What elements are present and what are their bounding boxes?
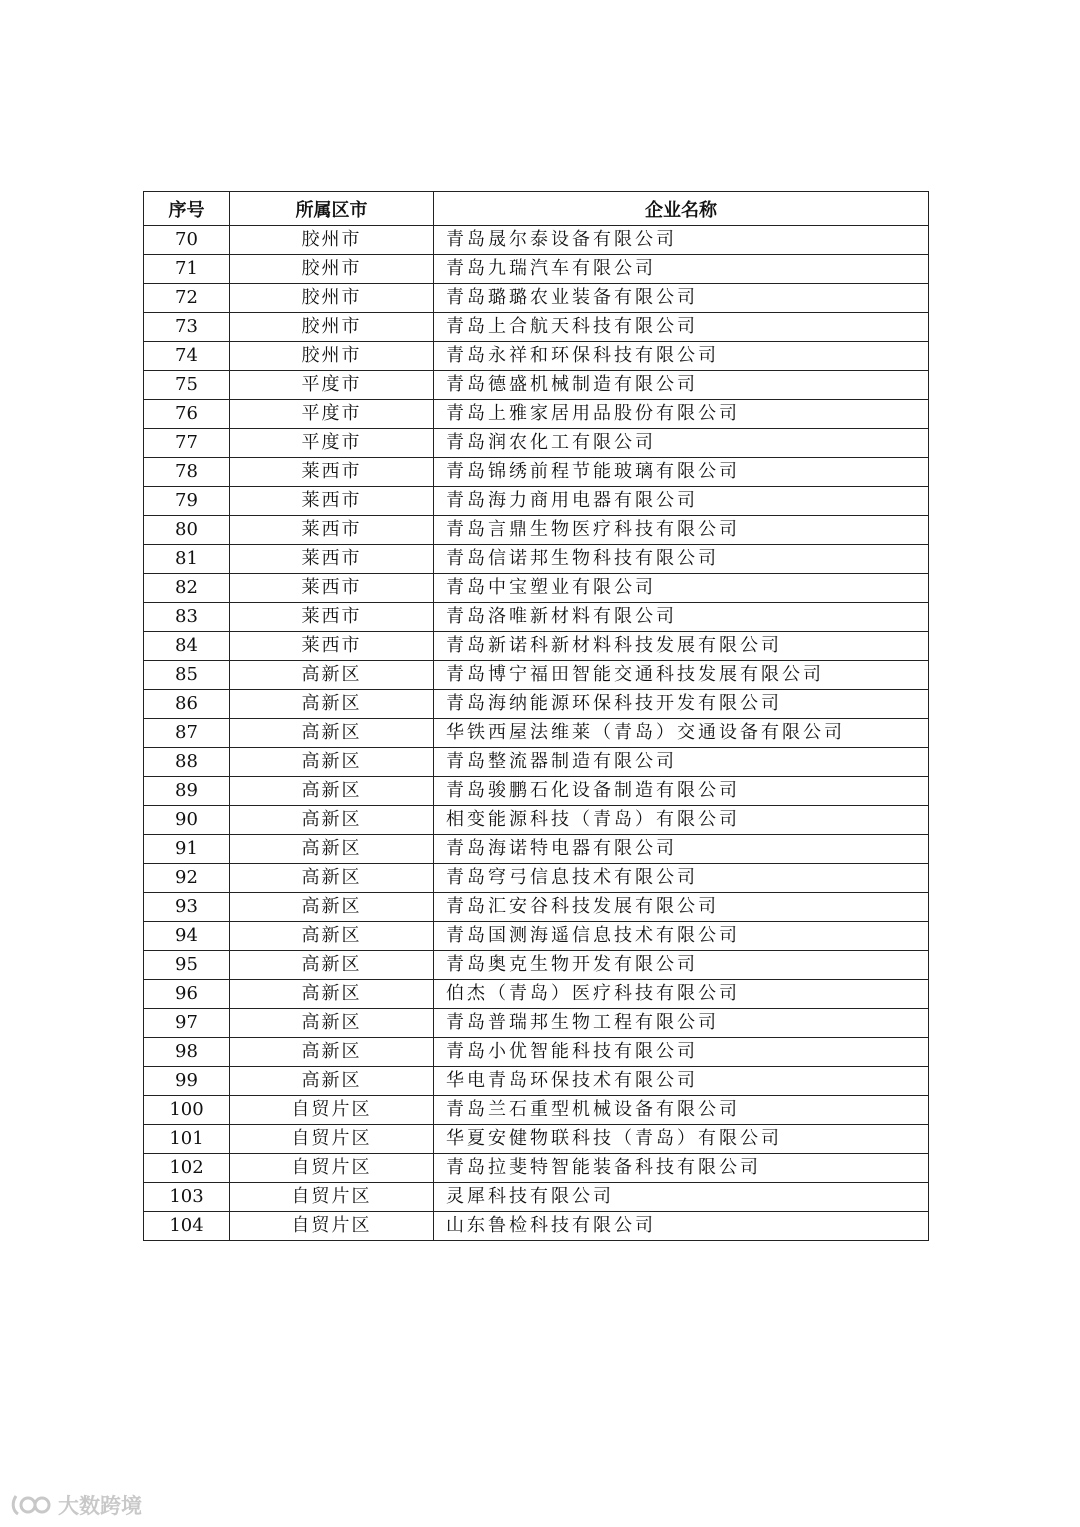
table-row bbox=[144, 632, 929, 661]
table-row bbox=[144, 661, 929, 690]
cell-district: 高新区 bbox=[230, 835, 434, 864]
cell-no: 102 bbox=[144, 1154, 230, 1183]
cell-no: 81 bbox=[144, 545, 230, 574]
cell-company: 青岛普瑞邦生物工程有限公司 bbox=[434, 1009, 929, 1038]
table-row bbox=[144, 603, 929, 632]
cell-no: 99 bbox=[144, 1067, 230, 1096]
cell-district: 胶州市 bbox=[230, 284, 434, 313]
table-row bbox=[144, 429, 929, 458]
cell-no: 75 bbox=[144, 371, 230, 400]
table-row bbox=[144, 690, 929, 719]
cell-company: 青岛上雅家居用品股份有限公司 bbox=[434, 400, 929, 429]
cell-district: 自贸片区 bbox=[230, 1125, 434, 1154]
watermark bbox=[10, 1490, 142, 1520]
cell-district: 高新区 bbox=[230, 748, 434, 777]
cell-company: 青岛上合航天科技有限公司 bbox=[434, 313, 929, 342]
cell-no: 79 bbox=[144, 487, 230, 516]
cell-no: 80 bbox=[144, 516, 230, 545]
cell-no: 76 bbox=[144, 400, 230, 429]
cell-company: 青岛九瑞汽车有限公司 bbox=[434, 255, 929, 284]
table-row bbox=[144, 951, 929, 980]
table-row bbox=[144, 893, 929, 922]
table-row bbox=[144, 255, 929, 284]
cell-company: 青岛国测海遥信息技术有限公司 bbox=[434, 922, 929, 951]
cell-company: 青岛润农化工有限公司 bbox=[434, 429, 929, 458]
cell-district: 高新区 bbox=[230, 777, 434, 806]
cell-company: 青岛骏鹏石化设备制造有限公司 bbox=[434, 777, 929, 806]
table-row bbox=[144, 719, 929, 748]
table-row bbox=[144, 284, 929, 313]
cell-company: 青岛中宝塑业有限公司 bbox=[434, 574, 929, 603]
table-row bbox=[144, 313, 929, 342]
table-row bbox=[144, 1067, 929, 1096]
cell-no: 92 bbox=[144, 864, 230, 893]
cell-no: 103 bbox=[144, 1183, 230, 1212]
table-body bbox=[144, 226, 929, 1241]
cell-district: 胶州市 bbox=[230, 313, 434, 342]
cell-no: 101 bbox=[144, 1125, 230, 1154]
table-row bbox=[144, 1125, 929, 1154]
cell-district: 高新区 bbox=[230, 893, 434, 922]
cell-district: 高新区 bbox=[230, 1009, 434, 1038]
cell-company: 青岛海纳能源环保科技开发有限公司 bbox=[434, 690, 929, 719]
cell-district: 高新区 bbox=[230, 922, 434, 951]
cell-district: 高新区 bbox=[230, 980, 434, 1009]
cell-district: 莱西市 bbox=[230, 545, 434, 574]
cell-district: 高新区 bbox=[230, 806, 434, 835]
cell-district: 平度市 bbox=[230, 429, 434, 458]
table-row bbox=[144, 1038, 929, 1067]
table-row bbox=[144, 1212, 929, 1241]
cell-district: 莱西市 bbox=[230, 458, 434, 487]
header-no: 序号 bbox=[144, 192, 230, 226]
table-row bbox=[144, 1096, 929, 1125]
cell-company: 青岛言鼎生物医疗科技有限公司 bbox=[434, 516, 929, 545]
cell-no: 70 bbox=[144, 226, 230, 255]
table-row bbox=[144, 806, 929, 835]
table-header bbox=[144, 192, 929, 226]
cell-company: 青岛德盛机械制造有限公司 bbox=[434, 371, 929, 400]
table-row bbox=[144, 980, 929, 1009]
table-row bbox=[144, 574, 929, 603]
cell-no: 97 bbox=[144, 1009, 230, 1038]
cell-company: 青岛小优智能科技有限公司 bbox=[434, 1038, 929, 1067]
table-row bbox=[144, 777, 929, 806]
cell-company: 青岛晟尔泰设备有限公司 bbox=[434, 226, 929, 255]
cell-company: 华夏安健物联科技（青岛）有限公司 bbox=[434, 1125, 929, 1154]
cell-no: 88 bbox=[144, 748, 230, 777]
cell-district: 自贸片区 bbox=[230, 1212, 434, 1241]
cell-district: 胶州市 bbox=[230, 226, 434, 255]
cell-district: 高新区 bbox=[230, 719, 434, 748]
cell-no: 72 bbox=[144, 284, 230, 313]
cell-no: 85 bbox=[144, 661, 230, 690]
header-district: 所属区市 bbox=[230, 192, 434, 226]
cell-no: 73 bbox=[144, 313, 230, 342]
cell-no: 74 bbox=[144, 342, 230, 371]
cell-no: 87 bbox=[144, 719, 230, 748]
cell-district: 莱西市 bbox=[230, 574, 434, 603]
cell-no: 104 bbox=[144, 1212, 230, 1241]
cell-no: 98 bbox=[144, 1038, 230, 1067]
watermark-text: 大数跨境 bbox=[58, 1494, 142, 1518]
cell-no: 96 bbox=[144, 980, 230, 1009]
cell-no: 89 bbox=[144, 777, 230, 806]
cell-company: 山东鲁检科技有限公司 bbox=[434, 1212, 929, 1241]
cell-company: 青岛奥克生物开发有限公司 bbox=[434, 951, 929, 980]
table-row bbox=[144, 1009, 929, 1038]
table-row bbox=[144, 1183, 929, 1212]
table-row bbox=[144, 516, 929, 545]
cell-district: 胶州市 bbox=[230, 255, 434, 284]
table-row bbox=[144, 371, 929, 400]
table-row bbox=[144, 487, 929, 516]
cell-no: 95 bbox=[144, 951, 230, 980]
cell-company: 青岛海力商用电器有限公司 bbox=[434, 487, 929, 516]
cell-company: 青岛汇安谷科技发展有限公司 bbox=[434, 893, 929, 922]
cell-company: 青岛信诺邦生物科技有限公司 bbox=[434, 545, 929, 574]
cell-no: 91 bbox=[144, 835, 230, 864]
cell-company: 相变能源科技（青岛）有限公司 bbox=[434, 806, 929, 835]
table-row bbox=[144, 748, 929, 777]
cell-company: 青岛璐璐农业装备有限公司 bbox=[434, 284, 929, 313]
header-row bbox=[144, 192, 929, 226]
cell-company: 青岛永祥和环保科技有限公司 bbox=[434, 342, 929, 371]
table-row bbox=[144, 226, 929, 255]
cell-district: 平度市 bbox=[230, 371, 434, 400]
header-company: 企业名称 bbox=[434, 192, 929, 226]
table-row bbox=[144, 864, 929, 893]
cell-district: 自贸片区 bbox=[230, 1096, 434, 1125]
table-row bbox=[144, 835, 929, 864]
cell-no: 82 bbox=[144, 574, 230, 603]
cell-no: 83 bbox=[144, 603, 230, 632]
cell-district: 莱西市 bbox=[230, 632, 434, 661]
cell-district: 自贸片区 bbox=[230, 1183, 434, 1212]
cell-company: 华电青岛环保技术有限公司 bbox=[434, 1067, 929, 1096]
cell-no: 77 bbox=[144, 429, 230, 458]
cell-no: 86 bbox=[144, 690, 230, 719]
table-row bbox=[144, 400, 929, 429]
watermark-logo-icon bbox=[10, 1492, 52, 1518]
cell-district: 莱西市 bbox=[230, 516, 434, 545]
cell-district: 高新区 bbox=[230, 951, 434, 980]
cell-district: 高新区 bbox=[230, 864, 434, 893]
cell-no: 93 bbox=[144, 893, 230, 922]
cell-district: 高新区 bbox=[230, 1067, 434, 1096]
table-row bbox=[144, 342, 929, 371]
cell-company: 青岛新诺科新材料科技发展有限公司 bbox=[434, 632, 929, 661]
cell-company: 青岛海诺特电器有限公司 bbox=[434, 835, 929, 864]
cell-no: 71 bbox=[144, 255, 230, 284]
table-row bbox=[144, 458, 929, 487]
cell-company: 青岛拉斐特智能装备科技有限公司 bbox=[434, 1154, 929, 1183]
cell-district: 高新区 bbox=[230, 1038, 434, 1067]
cell-no: 90 bbox=[144, 806, 230, 835]
cell-company: 青岛整流器制造有限公司 bbox=[434, 748, 929, 777]
table-row bbox=[144, 545, 929, 574]
cell-company: 华铁西屋法维莱（青岛）交通设备有限公司 bbox=[434, 719, 929, 748]
cell-district: 自贸片区 bbox=[230, 1154, 434, 1183]
cell-no: 94 bbox=[144, 922, 230, 951]
cell-no: 100 bbox=[144, 1096, 230, 1125]
table-row bbox=[144, 922, 929, 951]
cell-company: 伯杰（青岛）医疗科技有限公司 bbox=[434, 980, 929, 1009]
cell-company: 青岛兰石重型机械设备有限公司 bbox=[434, 1096, 929, 1125]
cell-district: 胶州市 bbox=[230, 342, 434, 371]
company-list-table bbox=[143, 191, 929, 1241]
cell-no: 84 bbox=[144, 632, 230, 661]
cell-no: 78 bbox=[144, 458, 230, 487]
cell-company: 灵犀科技有限公司 bbox=[434, 1183, 929, 1212]
cell-district: 莱西市 bbox=[230, 487, 434, 516]
cell-district: 高新区 bbox=[230, 690, 434, 719]
table-row bbox=[144, 1154, 929, 1183]
cell-company: 青岛洛唯新材料有限公司 bbox=[434, 603, 929, 632]
cell-company: 青岛锦绣前程节能玻璃有限公司 bbox=[434, 458, 929, 487]
cell-company: 青岛博宁福田智能交通科技发展有限公司 bbox=[434, 661, 929, 690]
cell-company: 青岛穹弓信息技术有限公司 bbox=[434, 864, 929, 893]
cell-district: 平度市 bbox=[230, 400, 434, 429]
cell-district: 莱西市 bbox=[230, 603, 434, 632]
cell-district: 高新区 bbox=[230, 661, 434, 690]
